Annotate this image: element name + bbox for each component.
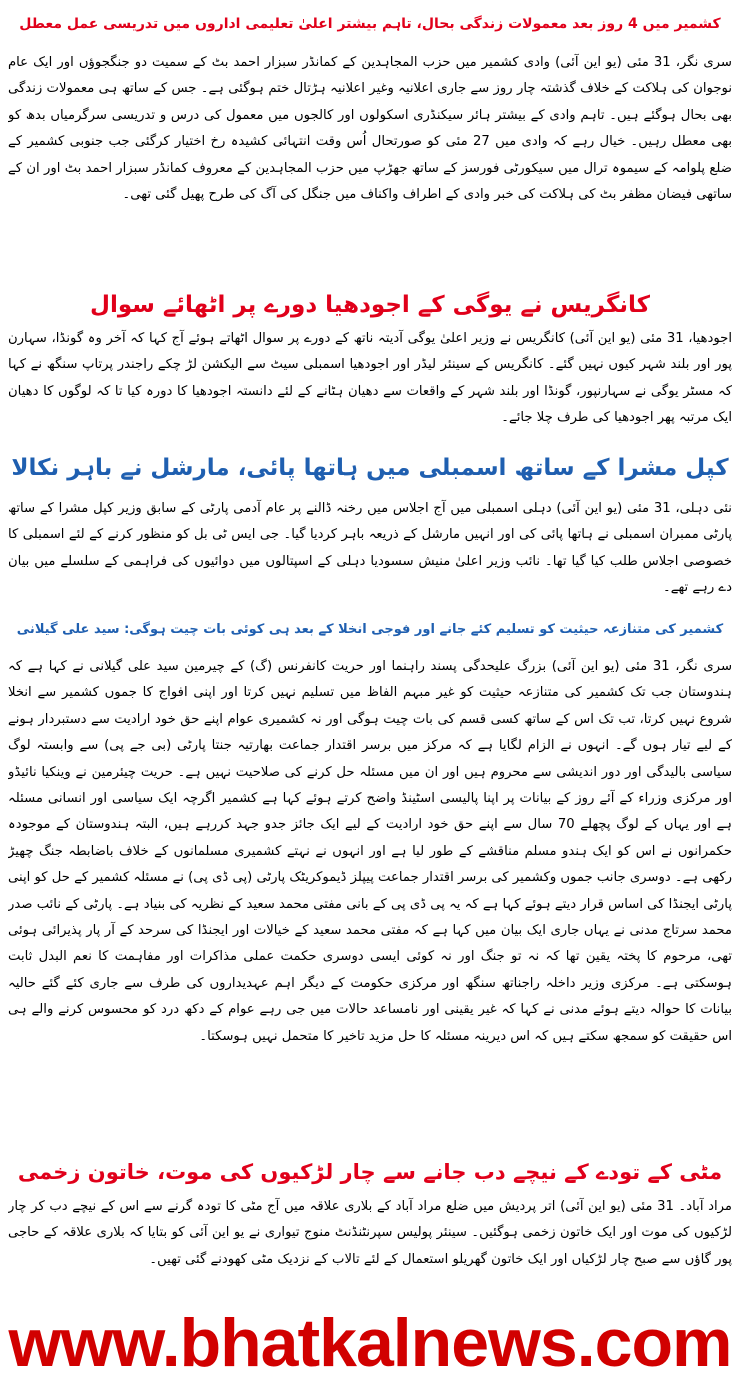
article-2-body: اجودھیا، 31 مئی (یو این آئی) کانگریس نے وزیر اعلیٰ یوگی آدیتہ ناتھ کے دورے پر سوال اٹھاتے ہوئے آج کہا کہ آخر وہ گونڈا، سہارن پور اور بلند شہر کیوں نہیں گئے۔ کانگریس کے سینئر لیڈر اور اجودھیا اسمبلی سیٹ سے الیکشن لڑ چکے راجندر پرتاپ سنگھ نے کہا کہ مسٹر یوگی نے سہارنپور، گونڈا اور بلند شہر کے واقعات سے دھیان ہٹانے کے لئے دانستہ اجودھیا کا دورہ کیا تا کہ لوگوں کا دھیان ایک مرتبہ پھر اجودھیا کی طرف چلا جائے۔ [8, 331, 732, 426]
article-3-headline: کپل مشرا کے ساتھ اسمبلی میں ہاتھا پائی، مارشل نے باہر نکالا [11, 455, 729, 481]
article-4-headline: کشمیر کی متنازعہ حیثیت کو تسلیم کئے جانے اور فوجی انخلا کے بعد ہی کوئی بات چیت ہوگی: سید علی گیلانی [16, 622, 724, 637]
article-1-body: سری نگر، 31 مئی (یو این آئی) وادی کشمیر میں حزب المجاہدین کے کمانڈر سبزار احمد بٹ کے سمیت دو جنگجوؤں اور ایک عام نوجوان کی ہلاکت کے خلاف گذشتہ چار روز سے جاری اعلانیہ وغیر اعلانیہ ہڑتال ختم ہوگئی ہے۔ جس کے ساتھ ہی معمولات زندگی بھی بحال ہوگئے ہیں۔ تاہم وادی کے بیشتر ہائر سیکنڈری اسکولوں اور کالجوں میں معمول کی درس و تدریسی سرگرمیاں بدھ کو بھی معطل رہیں۔ خیال رہے کہ وادی میں 27 مئی کو صورتحال اُس وقت انتہائی کشیدہ رخ اختیار کرگئی جب جنوبی کشمیر کے ضلع پلوامہ کے سیموہ ترال میں سیکورٹی فورسز کے ساتھ جھڑپ میں حزب المجاہدین کے معروف کمانڈر سبزار احمد بٹ اور ان کے ساتھی فیضان مظفر بٹ کی ہلاکت کی خبر وادی کے اطراف واکناف میں جنگل کی آگ کی طرح پھیل گئی تھی۔ [8, 55, 732, 203]
article-3-body: نئی دہلی، 31 مئی (یو این آئی) دہلی اسمبلی میں آج اجلاس میں رخنہ ڈالنے پر عام آدمی پارٹی کے سابق وزیر کپل مشرا کے ساتھ پارٹی ممبران اسمبلی نے ہاتھا پائی کی اور انہیں مارشل کے ذریعہ باہر کردیا گیا۔ جی ایس ٹی بل کو منظور کرنے کے لئے اسمبلی کا خصوصی اجلاس طلب کیا گیا تھا۔ نائب وزیر اعلیٰ منیش سسودیا دہلی کے اسپتالوں میں دوائیوں کی فراہمی کے سلسلے میں بیان دے رہے تھے۔ [8, 501, 732, 596]
article-1-headline: کشمیر میں 4 روز بعد معمولات زندگی بحال، تاہم بیشتر اعلیٰ تعلیمی اداروں میں تدریسی عمل معطل [19, 16, 721, 32]
article-5-body: مراد آباد۔ 31 مئی (یو این آئی) اتر پردیش میں ضلع مراد آباد کے بلاری علاقہ میں آج مٹی کا تودہ گرنے سے اس کے نیچے دب کر چار لڑکیوں کی موت اور ایک خاتون زخمی ہوگئیں۔ سینئر پولیس سپرنٹنڈنٹ منوج تیواری نے یو این آئی کو بتایا کہ بلاری علاقہ کے حاجی پور گاؤں سے صبح چار لڑکیاں اور ایک خاتون گھریلو استعمال کے لئے تالاب کے نزدیک مٹی کھودنے گئی تھیں۔ [8, 1199, 732, 1267]
site-url-footer[interactable]: www.bhatkalnews.com [8, 1305, 732, 1381]
article-2-headline: کانگریس نے یوگی کے اجودھیا دورے پر اٹھائے سوال [90, 292, 650, 318]
article-5-headline: مٹی کے تودے کے نیچے دب جانے سے چار لڑکیوں کی موت، خاتون زخمی [17, 1160, 723, 1184]
article-4-body: سری نگر، 31 مئی (یو این آئی) بزرگ علیحدگی پسند راہنما اور حریت کانفرنس (گ) کے چیرمین سید علی گیلانی نے کہا ہے کہ ہندوستان جب تک کشمیر کی متنازعہ حیثیت کو غیر مبہم الفاظ میں تسلیم نہیں کرتا اور اپنی افواج کا جموں کشمیر سے انخلا شروع نہیں کرتا، تب تک اس کے ساتھ کسی قسم کی بات چیت ہوگی اور نہ کشمیری عوام اپنے حق خود ارادیت سے دستبردار ہونے کے لیے تیار ہوں گے۔ انہوں نے الزام لگایا ہے کہ مرکز میں برسر اقتدار جماعت بھارتیہ جنتا پارٹی (بی جے پی) سے وابستہ لوگ سیاسی بالیدگی اور دور اندیشی سے محروم ہیں اور ان میں مسئلہ حل کرنے کی صلاحیت نہیں ہے۔ حریت چیئرمین نے وینکیا نائیڈو اور مرکزی وزراء کے آئے روز کے بیانات پر اپنا پالیسی اسٹینڈ واضح کرتے ہوئے کہا ہے کشمیر اگرچہ ایک سیاسی اور انسانی مسئلہ ہے اور یہاں کے لوگ پچھلے 70 سال سے اپنے حق خود ارادیت کے لیے ایک جائز جدو جہد کررہے ہیں، البتہ ہندوستان کے موجودہ حکمرانوں نے اس کو ایک ہندو مسلم مناقشے کے طور لیا ہے اور انہوں نے نہتے کشمیری مسلمانوں کے خلاف باضابطہ جنگ چھیڑ رکھی ہے۔ دوسری جانب جموں وکشمیر کی برسر اقتدار جماعت پیپلز ڈیموکریٹک پارٹی (پی ڈی پی) نے مسئلہ کشمیر کے حل کو اپنی پارٹی ایجنڈا کی اساس قرار دیتے ہوئے کہا ہے کہ یہ پی ڈی پی کے بانی مفتی محمد سعید کے نظریہ کی بنیاد ہے۔ پارٹی کے نائب صدر محمد سرتاج مدنی نے یہاں جاری ایک بیان میں کہا ہے کہ مفتی محمد سعید کے خیالات اور ایجنڈا کی سرحد کے آر پار پذیرائی ہوئی تھی، مرحوم کا پختہ یقین تھا کہ نہ تو جنگ اور نہ کوئی ایسی دوسری حکمت عملی مذاکرات اور مفاہمت کا نعم البدل ثابت ہوسکتی ہے۔ مرکزی وزیر داخلہ راجناتھ سنگھ اور مرکزی حکومت کے دیگر اہم عہدیداروں کی طرف سے جاری کئے گئے حالیہ بیانات کا حوالہ دیتے ہوئے مدنی نے کہا کہ غیر یقینی اور نامساعد حالات میں جی رہے عوام کے دکھ درد کو محسوس کرنے والے ہی اس حقیقت کو سمجھ سکتے ہیں کہ اس دیرینہ مسئلہ کا حل مزید تاخیر کا متحمل نہیں ہوسکتا۔ [8, 659, 732, 1044]
